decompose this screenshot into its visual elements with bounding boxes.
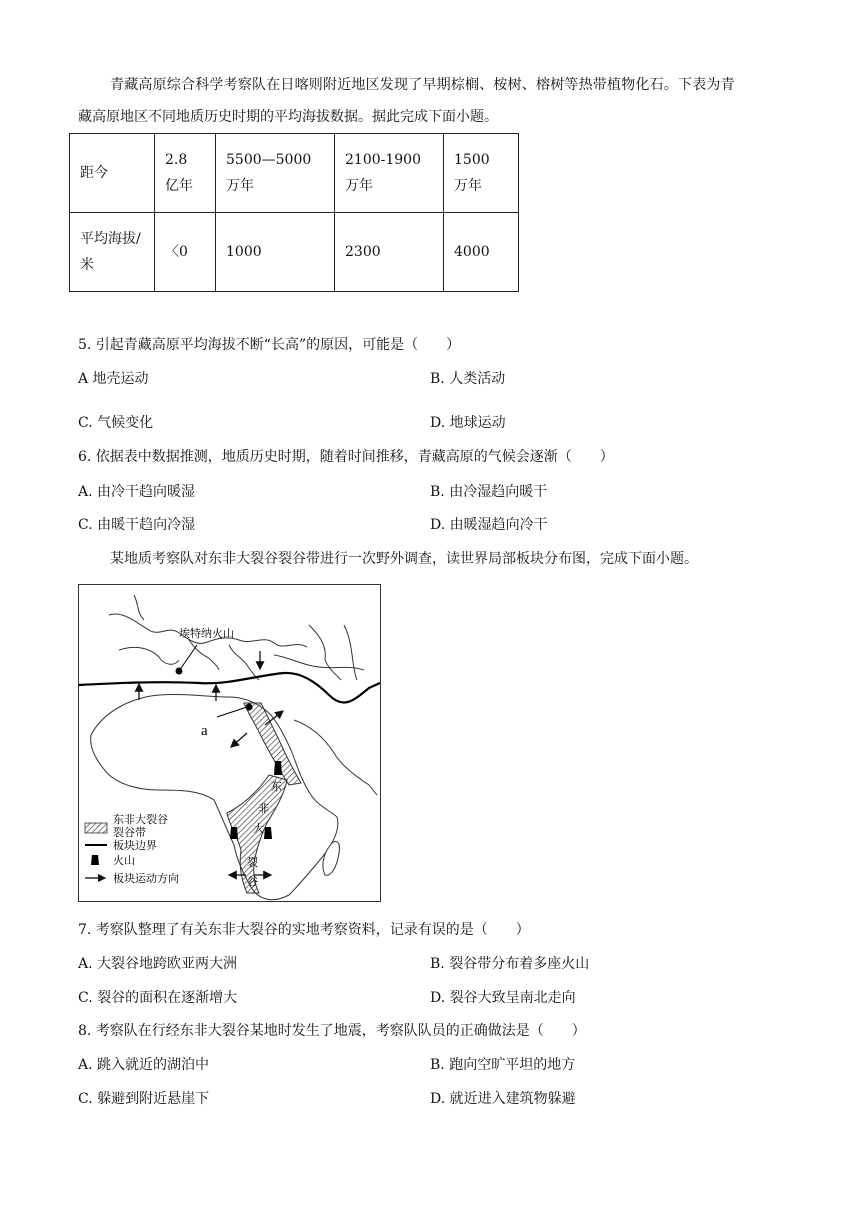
legend-boundary: 板块边界 (113, 839, 157, 852)
rift-char: 大 (253, 822, 264, 835)
legend-volcano-icon (91, 855, 99, 865)
africa-outline (91, 694, 338, 899)
q8-option-d: D. 就近进入建筑物躲避 (430, 1091, 576, 1107)
volcano-icon (230, 827, 238, 839)
table-cell: 〈0 (155, 213, 216, 292)
q6-stem: 6. 依据表中数据推测，地质历史时期，随着时间推移，青藏高原的气候会逐渐（ ） (78, 449, 614, 465)
intro-2: 某地质考察队对东非大裂谷裂谷带进行一次野外调查，读世界局部板块分布图，完成下面小题。 (110, 551, 698, 567)
table-cell: 4000 (444, 213, 519, 292)
q6-option-a: A. 由冷干趋向暖湿 (78, 484, 196, 500)
rift-char: 裂 (247, 856, 258, 869)
table-cell: 2300 (335, 213, 444, 292)
arabia-outline (294, 720, 377, 795)
q8-option-a: A. 跳入就近的湖泊中 (78, 1057, 210, 1073)
plate-map (78, 584, 381, 902)
q5-option-b: B. 人类活动 (430, 371, 506, 387)
legend-motion: 板块运动方向 (113, 872, 179, 885)
q5-stem: 5. 引起青藏高原平均海拔不断“长高”的原因，可能是（ ） (78, 337, 461, 353)
point-a-label: a (201, 723, 208, 739)
q6-option-c: C. 由暖干趋向冷湿 (78, 517, 196, 533)
q8-option-b: B. 跑向空旷平坦的地方 (430, 1057, 576, 1073)
legend-rift-2: 裂谷带 (113, 826, 146, 839)
intro-line-1: 青藏高原综合科学考察队在日喀则附近地区发现了早期棕榈、桉树、榕树等热带植物化石。下表为青 (110, 77, 735, 93)
legend-rift-1: 东非大裂谷 (113, 813, 168, 826)
table-cell: 2100-1900 万年 (335, 134, 444, 213)
legend-rift-swatch (85, 823, 107, 833)
map-legend (85, 812, 179, 885)
volcano-icon (274, 761, 282, 775)
volcano-icon (264, 827, 272, 839)
table-cell: 2.8 亿年 (155, 134, 216, 213)
rift-char: 东 (271, 780, 282, 793)
europe-coastline (109, 595, 364, 680)
q5-option-c: C. 气候变化 (78, 415, 154, 431)
table-header-altitude: 平均海拔/米 (70, 213, 155, 292)
etna-label: 埃特纳火山 (179, 627, 234, 640)
q7-stem: 7. 考察队整理了有关东非大裂谷的实地考察资料，记录有误的是（ ） (78, 922, 530, 938)
table-cell: 1500 万年 (444, 134, 519, 213)
q7-option-c: C. 裂谷的面积在逐渐增大 (78, 990, 238, 1006)
table-cell: 5500—5000 万年 (216, 134, 335, 213)
q6-option-d: D. 由暖湿趋向冷干 (430, 517, 548, 533)
q8-stem: 8. 考察队在行经东非大裂谷某地时发生了地震，考察队队员的正确做法是（ ） (78, 1023, 586, 1039)
legend-volcano: 火山 (113, 854, 135, 867)
q6-option-b: B. 由冷湿趋向暖干 (430, 484, 548, 500)
q8-option-c: C. 躲避到附近悬崖下 (78, 1091, 210, 1107)
table-cell: 1000 (216, 213, 335, 292)
rift-char: 非 (258, 802, 269, 815)
q5-option-d: D. 地球运动 (430, 415, 506, 431)
q7-option-d: D. 裂谷大致呈南北走向 (430, 990, 576, 1006)
altitude-table (69, 133, 519, 292)
q7-option-a: A. 大裂谷地跨欧亚两大洲 (78, 956, 238, 972)
q5-option-a: A 地壳运动 (78, 371, 149, 387)
q7-option-b: B. 裂谷带分布着多座火山 (430, 956, 590, 972)
intro-line-2: 藏高原地区不同地质历史时期的平均海拔数据。据此完成下面小题。 (78, 109, 498, 125)
rift-char: 谷 (247, 875, 258, 888)
table-header-time: 距今 (70, 134, 155, 213)
